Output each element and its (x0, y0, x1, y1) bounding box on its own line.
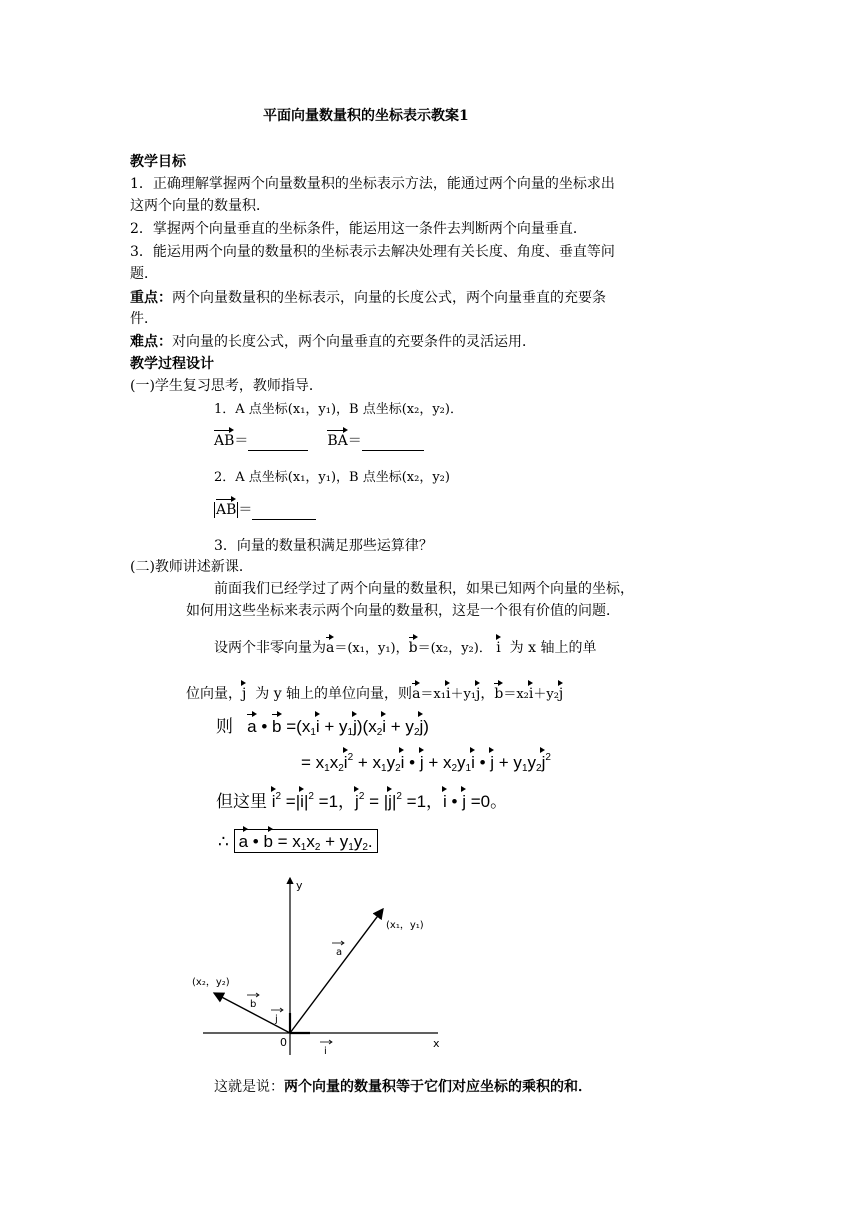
paragraph-2: 设两个非零向量为 a＝(x₁，y₁)， b＝(x₂，y₂)． i 为 x 轴上的单 (214, 634, 596, 659)
x-axis-label: x (433, 1037, 440, 1050)
vector-j: j (353, 711, 357, 735)
point-1-label: (x₁，y₁) (386, 920, 424, 931)
blank-length (252, 503, 316, 520)
vector-j: j (242, 680, 246, 701)
origin-label: 0 (280, 1036, 287, 1049)
vector-b: b (409, 634, 418, 655)
paragraph-1-line-2: 如何用这些坐标来表示两个向量的数量积，这是一个很有价值的问题． (186, 603, 620, 619)
goal-line-4: 3．能运用两个向量的数量积的坐标表示去解决处理有关长度、角度、垂直等问 (130, 244, 615, 260)
vector-i: i (272, 786, 276, 810)
paragraph-1-line-1: 前面我们已经学过了两个向量的数量积，如果已知两个向量的坐标， (214, 581, 634, 597)
vector-a: a (239, 826, 248, 850)
equation-line-1: 则 a • $b =(x_1$ $i + y_1$ $j)(x_2$ $i + y_2$ j) (216, 711, 429, 738)
vector-i: i (382, 711, 386, 735)
vector-b-label: b (250, 999, 257, 1010)
vector-i: i (496, 634, 500, 655)
vector-j: j (420, 711, 424, 735)
paragraph-3: 位向量， j 为 y 轴上的单位向量，则 a＝x₁ i＋y₁ j， b＝x₂ i＋y₂ j (186, 680, 563, 705)
vector-a: a (412, 680, 420, 701)
vector-j: j (559, 680, 563, 701)
hard-line (130, 332, 536, 352)
vector-a: a (247, 711, 256, 735)
question-3: 3．向量的数量积满足那些运算律？ (214, 538, 433, 554)
vector-a: a (326, 634, 334, 655)
question-1-blanks: AB＝ BA＝ (214, 427, 424, 451)
vector-i: i (401, 747, 405, 771)
vector-j: j (542, 747, 546, 771)
vector-b: b (494, 680, 503, 701)
equation-line-2: = $x_1x_2$ $i^2 + x_1y_2$ i • $j + x_2y_1$ i • $j + y_1y_2$ $j^2$ (301, 747, 551, 774)
point-2-label: (x₂，y₂) (192, 977, 230, 988)
vector-i: i (446, 680, 450, 701)
key-line-2: 件． (130, 311, 158, 327)
goal-line-2: 这两个向量的数量积． (130, 198, 270, 214)
y-axis-label: y (296, 879, 303, 892)
vector-b: b (263, 826, 272, 850)
vector-ab-length: AB (216, 496, 236, 517)
vector-i: i (443, 786, 447, 810)
vector-j: j (420, 747, 424, 771)
hard-text: 对向量的长度公式，两个向量垂直的充要条件的灵活运用． (172, 334, 536, 350)
question-2-blank: AB ＝ (214, 496, 316, 520)
vector-j: j (462, 786, 466, 810)
process-heading: 教学过程设计 (130, 356, 214, 372)
page-title: 平面向量数量积的坐标表示教案1 (263, 108, 469, 124)
equation-line-3: 但这里 $i^2$ =| $i|^2 =1$， $j^2$ = | $j|^2 =1$， i • j =0。 (216, 786, 507, 812)
result-box: a • $b = x_1x_2 + y_1y_2$. (234, 829, 378, 853)
vector-ba: BA (327, 427, 347, 448)
part-one: (一)学生复习思考，教师指导． (130, 378, 323, 394)
conclusion (214, 1077, 592, 1097)
then-label: 则 (216, 717, 233, 736)
part-two: (二)教师讲述新课． (130, 559, 253, 575)
goals-heading: 教学目标 (130, 154, 186, 170)
conclusion-statement: 两个向量的数量积等于它们对应坐标的乘积的和． (284, 1079, 592, 1095)
unit-i-label: i (324, 1046, 327, 1057)
blank-ab (248, 434, 308, 451)
vector-j: j (490, 747, 494, 771)
goal-line-3: 2．掌握两个向量垂直的坐标条件，能运用这一条件去判断两个向量垂直． (130, 221, 587, 237)
question-1: 1．A 点坐标(x₁，y₁)，B 点坐标(x₂，y₂)． (214, 402, 463, 417)
conclusion-lead: 这就是说： (214, 1079, 284, 1095)
vector-diagram (170, 870, 460, 1060)
equation-line-4 (218, 826, 378, 853)
unit-j-label: j (275, 1014, 278, 1025)
key-text: 两个向量数量积的坐标表示，向量的长度公式，两个向量垂直的充要条 (172, 290, 606, 306)
vector-i: i (471, 747, 475, 771)
key-line-1 (130, 288, 606, 308)
question-2: 2．A 点坐标(x₁，y₁)，B 点坐标(x₂，y₂) (214, 470, 450, 485)
vector-ab: AB (214, 427, 234, 448)
blank-ba (362, 434, 424, 451)
goal-line-5: 题． (130, 266, 158, 282)
vector-i: i (300, 786, 304, 810)
vector-j: j (476, 680, 480, 701)
vector-i: i (344, 747, 348, 771)
but-label: 但这里 (216, 792, 267, 811)
vector-i: i (316, 711, 320, 735)
vector-b: b (272, 711, 281, 735)
goal-line-1: 1．正确理解掌握两个向量数量积的坐标表示方法，能通过两个向量的坐标求出 (130, 176, 615, 192)
vector-i: i (529, 680, 533, 701)
vector-j: j (388, 786, 392, 810)
vector-j: j (355, 786, 359, 810)
vector-a-label: a (336, 947, 343, 958)
vector-a-arrow (290, 909, 383, 1033)
hard-label: 难点： (130, 334, 172, 350)
therefore-symbol: ∴ (218, 832, 229, 851)
key-label: 重点： (130, 290, 172, 306)
